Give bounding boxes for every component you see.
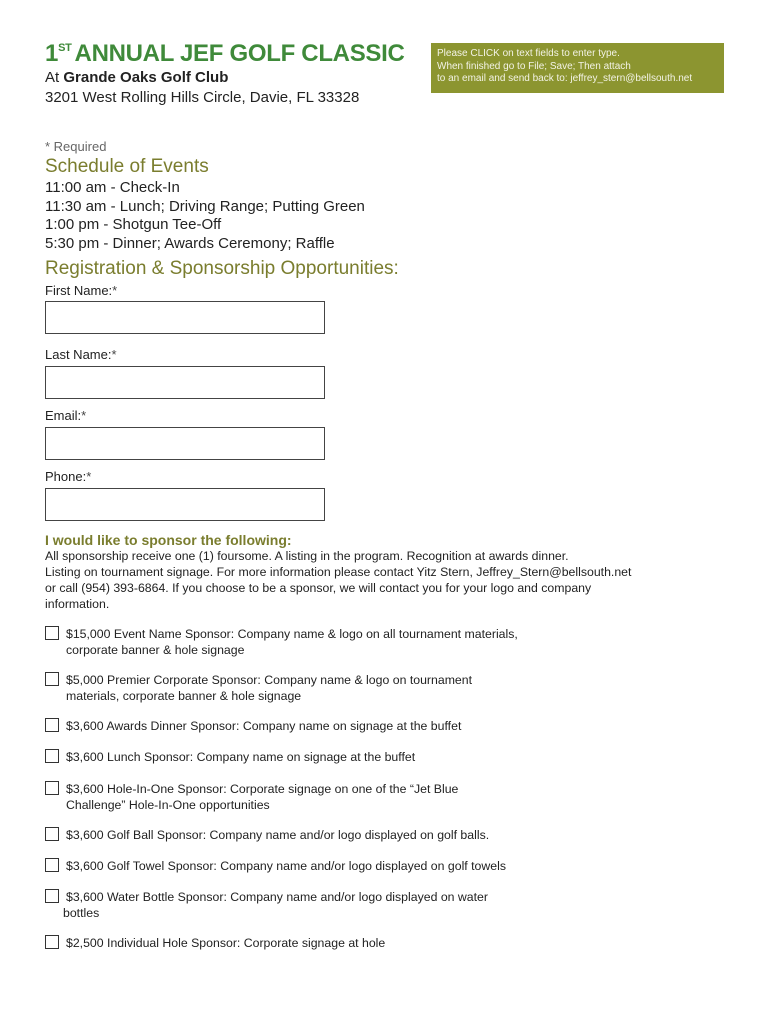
intro-line: Listing on tournament signage. For more information please contact Yitz Stern, Jeffrey_Stern@bellsouth.net <box>45 565 632 579</box>
instructions-notice <box>431 43 724 93</box>
sponsor-checkbox[interactable] <box>45 672 59 686</box>
intro-line: or call (954) 393-6864. If you choose to be a sponsor, we will contact you for your logo and company <box>45 581 592 595</box>
venue-prefix: At <box>45 69 64 86</box>
title-superscript: ST <box>58 42 72 54</box>
email-field[interactable] <box>45 427 325 460</box>
notice-line-3: to an email and send back to: jeffrey_stern@bellsouth.net <box>437 73 693 84</box>
schedule-heading: Schedule of Events <box>45 156 209 177</box>
registration-heading: Registration & Sponsorship Opportunities: <box>45 258 399 279</box>
event-title <box>45 40 405 68</box>
schedule-item: 11:00 am - Check-In <box>45 179 180 196</box>
sponsor-checkbox[interactable] <box>45 781 59 795</box>
email-label: Email:* <box>45 408 87 423</box>
sponsor-checkbox[interactable] <box>45 749 59 763</box>
title-text: ANNUAL JEF GOLF CLASSIC <box>74 40 405 67</box>
venue-line <box>45 69 228 86</box>
notice-line-1: Please CLICK on text fields to enter type. <box>437 48 620 59</box>
sponsor-checkbox[interactable] <box>45 858 59 872</box>
venue-address: 3201 West Rolling Hills Circle, Davie, FL 33328 <box>45 89 360 106</box>
last-name-label: Last Name:* <box>45 347 117 362</box>
schedule-item: 5:30 pm - Dinner; Awards Ceremony; Raffle <box>45 234 335 252</box>
notice-line-2: When finished go to File; Save; Then attach <box>437 60 631 72</box>
sponsor-checkbox[interactable] <box>45 626 59 640</box>
schedule-item: 1:00 pm - Shotgun Tee-Off <box>45 216 222 234</box>
intro-line: information. <box>45 597 110 611</box>
title-number: 1 <box>45 40 59 67</box>
intro-line: All sponsorship receive one (1) foursome. A listing in the program. Recognition at awards dinner. <box>45 549 569 563</box>
phone-field[interactable] <box>45 488 325 521</box>
sponsor-checkbox[interactable] <box>45 827 59 841</box>
sponsor-checkbox[interactable] <box>45 935 59 949</box>
phone-label: Phone:* <box>45 469 92 484</box>
sponsor-checkbox[interactable] <box>45 718 59 732</box>
required-note: * Required <box>45 139 107 154</box>
first-name-field[interactable] <box>45 301 325 334</box>
first-name-label: First Name:* <box>45 283 118 298</box>
last-name-field[interactable] <box>45 366 325 399</box>
sponsor-checkbox[interactable] <box>45 889 59 903</box>
schedule-list <box>45 179 365 253</box>
sponsorship-heading: I would like to sponsor the following: <box>45 532 292 548</box>
venue-name: Grande Oaks Golf Club <box>63 69 229 86</box>
schedule-item: 11:30 am - Lunch; Driving Range; Putting Green <box>45 197 365 215</box>
sponsorship-intro <box>45 548 725 612</box>
